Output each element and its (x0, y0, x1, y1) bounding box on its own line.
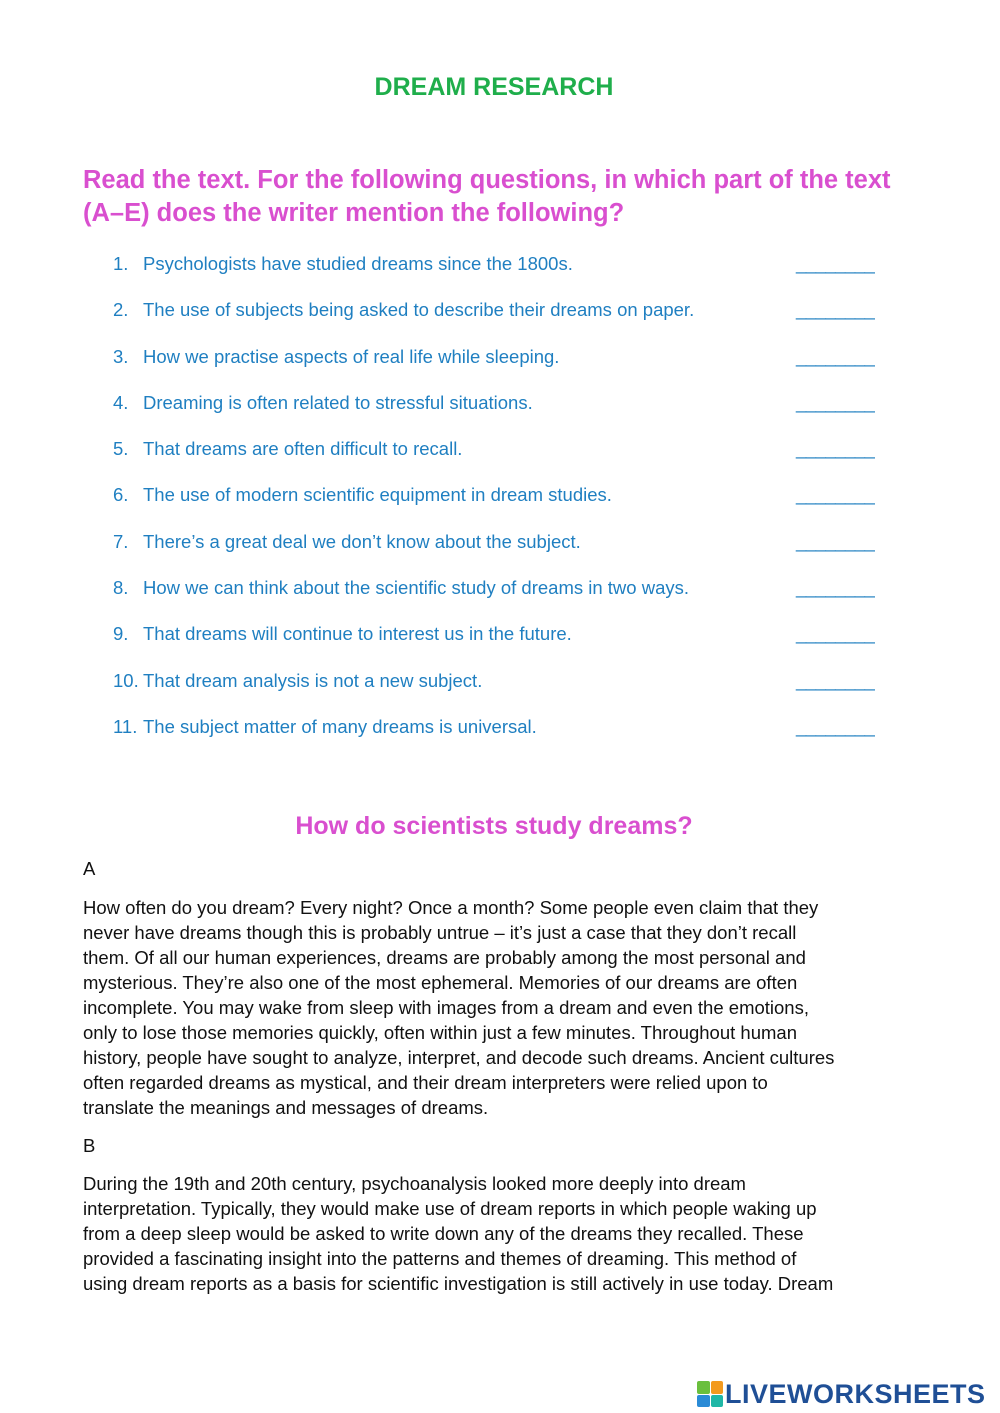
answer-blank[interactable]: ________ (796, 577, 875, 599)
answer-blank[interactable]: ________ (796, 623, 875, 645)
question-item (0, 342, 1000, 388)
liveworksheets-logo (697, 1378, 986, 1410)
question-number: 9. (113, 623, 129, 645)
answer-blank[interactable]: ________ (796, 345, 875, 367)
question-number: 11. (113, 715, 138, 737)
part-label-a: A (83, 858, 96, 879)
question-text: The use of modern scientific equipment in dream studies. (143, 484, 612, 506)
paragraph-line: often regarded dreams as mystical, and their dream interpreters were relied upon to (83, 1072, 768, 1093)
question-item (0, 573, 1000, 619)
answer-blank[interactable]: ________ (796, 391, 875, 413)
question-text: Dreaming is often related to stressful situations. (143, 391, 533, 413)
paragraph-line: history, people have sought to analyze, interpret, and decode such dreams. Ancient cultures (83, 1047, 835, 1068)
section-heading: How do scientists study dreams? (295, 812, 693, 840)
question-item (0, 434, 1000, 480)
answer-blank[interactable]: ________ (796, 530, 875, 552)
part-label-b: B (83, 1135, 96, 1156)
question-text: How we practise aspects of real life while sleeping. (143, 345, 560, 367)
paragraph-line: only to lose those memories quickly, often within just a few minutes. Throughout human (83, 1022, 797, 1043)
paragraph-line: them. Of all our human experiences, dreams are probably among the most personal and (83, 947, 806, 968)
question-text: There’s a great deal we don’t know about the subject. (143, 530, 581, 552)
question-item (0, 388, 1000, 434)
logo-mark-square (697, 1395, 710, 1408)
question-text: How we can think about the scientific study of dreams in two ways. (143, 577, 690, 599)
paragraph-line: using dream reports as a basis for scientific investigation is still actively in use today. Dream (83, 1273, 834, 1294)
paragraph-line: never have dreams though this is probably untrue – it’s just a case that they don’t recall (83, 922, 797, 943)
answer-blank[interactable]: ________ (796, 715, 875, 737)
answer-blank[interactable]: ________ (796, 669, 875, 691)
answer-blank[interactable]: ________ (796, 299, 875, 321)
paragraph-line: mysterious. They’re also one of the most ephemeral. Memories of our dreams are often (83, 972, 798, 993)
paragraph-line: interpretation. Typically, they would make use of dream reports in which people waking up (83, 1198, 817, 1219)
question-number: 2. (113, 299, 129, 321)
answer-blank[interactable]: ________ (796, 438, 875, 460)
paragraph-line: How often do you dream? Every night? Once a month? Some people even claim that they (83, 897, 819, 918)
question-number: 5. (113, 438, 129, 460)
question-item (0, 249, 1000, 295)
question-number: 6. (113, 484, 129, 506)
question-number: 10. (113, 669, 139, 691)
logo-mark-square (711, 1395, 724, 1408)
logo-mark-icon (697, 1381, 723, 1407)
paragraph-b (83, 1171, 913, 1296)
paragraph-line: provided a fascinating insight into the patterns and themes of dreaming. This method of (83, 1248, 797, 1269)
question-text: That dreams are often difficult to recall. (143, 438, 463, 460)
instructions: Read the text. For the following questions, in which part of the text (A–E) does the writer mention the following? (83, 166, 891, 227)
logo-mark-square (697, 1381, 710, 1394)
paragraph-line: translate the meanings and messages of dreams. (83, 1097, 489, 1118)
answer-blank[interactable]: ________ (796, 253, 875, 274)
question-number: 1. (113, 253, 129, 274)
question-text: That dream analysis is not a new subject. (143, 669, 483, 691)
paragraph-line: incomplete. You may wake from sleep with images from a dream and even the emotions, (83, 997, 809, 1018)
question-text: The use of subjects being asked to describe their dreams on paper. (143, 299, 695, 321)
question-number: 3. (113, 345, 129, 367)
question-item (0, 666, 1000, 712)
question-item (0, 619, 1000, 665)
question-text: Psychologists have studied dreams since the 1800s. (143, 253, 573, 274)
page-title: DREAM RESEARCH (374, 73, 614, 101)
answer-blank[interactable]: ________ (796, 484, 875, 506)
question-list (0, 249, 1000, 758)
question-item (0, 295, 1000, 341)
question-number: 7. (113, 530, 129, 552)
question-item (0, 480, 1000, 526)
paragraph-line: from a deep sleep would be asked to write down any of the dreams they recalled. These (83, 1223, 804, 1244)
question-text: That dreams will continue to interest us in the future. (143, 623, 572, 645)
logo-text: LIVEWORKSHEETS (725, 1379, 986, 1409)
question-text: The subject matter of many dreams is universal. (143, 715, 537, 737)
logo-mark-square (711, 1381, 724, 1394)
question-item (0, 527, 1000, 573)
question-item (0, 712, 1000, 758)
paragraph-a (83, 895, 913, 1120)
paragraph-line: During the 19th and 20th century, psychoanalysis looked more deeply into dream (83, 1173, 746, 1194)
question-number: 4. (113, 391, 129, 413)
question-number: 8. (113, 577, 129, 599)
